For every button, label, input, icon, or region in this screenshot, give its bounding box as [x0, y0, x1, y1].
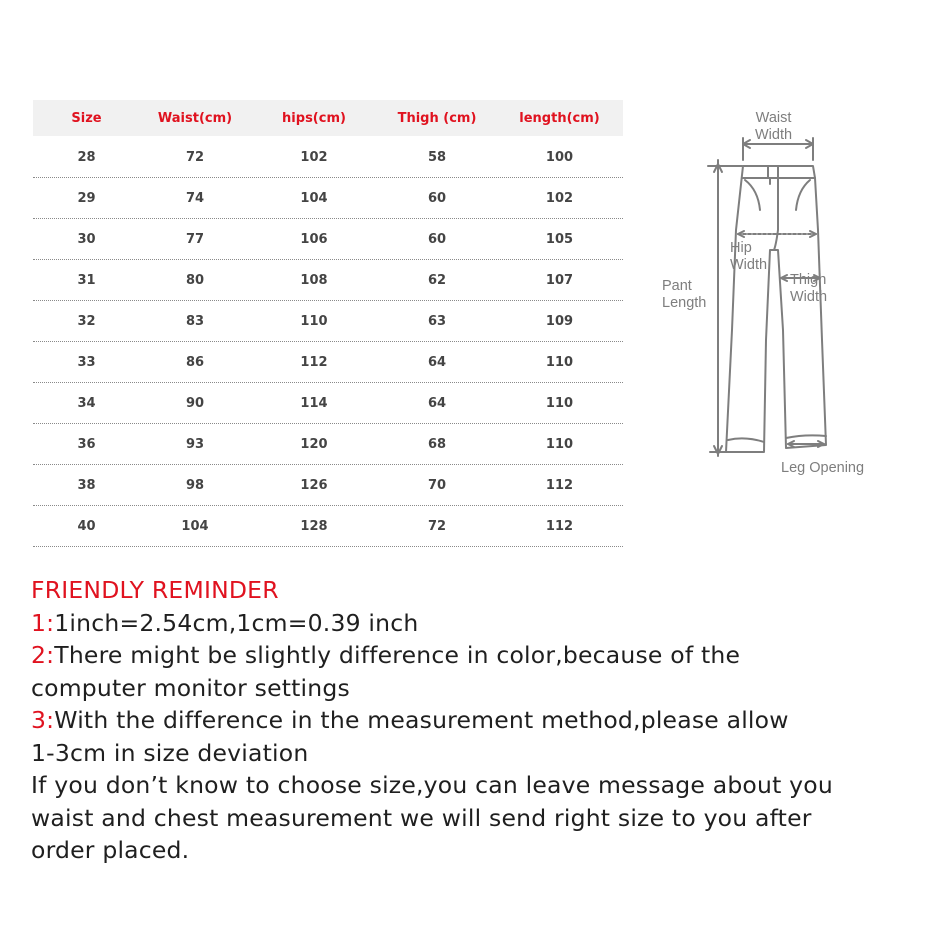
- leg-opening-label: Leg Opening: [781, 460, 865, 476]
- cell-waist: 77: [185, 231, 205, 247]
- item-text: With the difference in the measurement method,please allow: [54, 706, 789, 734]
- cell-length: 110: [545, 395, 574, 411]
- cell-hips: 110: [300, 313, 328, 329]
- cell-thigh: 70: [427, 477, 447, 493]
- pant-length-label: [662, 278, 706, 312]
- cell-waist: 93: [185, 436, 205, 452]
- item-number: 2:: [31, 641, 55, 669]
- cell-thigh: 60: [427, 231, 447, 247]
- reminder-item-3: [31, 704, 941, 737]
- item-text: 1inch=2.54cm,1cm=0.39 inch: [54, 608, 419, 637]
- table-row: [33, 383, 623, 424]
- thigh-label-line2: Width: [790, 289, 828, 305]
- cell-size: 30: [77, 231, 96, 247]
- table-row: [33, 260, 623, 301]
- pants-measurement-diagram: [650, 100, 930, 490]
- cell-length: 107: [545, 272, 574, 288]
- pant-label-line1: Pant: [662, 278, 692, 294]
- cell-thigh: 60: [427, 190, 447, 206]
- reminder-note-line1: If you don’t know to choose size,you can leave message about you: [31, 771, 833, 799]
- cell-length: 100: [545, 149, 574, 165]
- cell-length: 112: [545, 518, 574, 534]
- cell-thigh: 68: [427, 436, 447, 452]
- cell-waist: 83: [185, 313, 205, 329]
- reminder-item-2-cont: computer monitor settings: [31, 673, 350, 702]
- cell-hips: 108: [300, 272, 328, 288]
- cell-size: 34: [77, 395, 96, 411]
- table-row: [33, 178, 623, 219]
- cell-hips: 120: [300, 436, 328, 452]
- item-number: 3:: [31, 706, 55, 734]
- cell-hips: 112: [300, 354, 328, 370]
- cell-size: 32: [77, 313, 96, 329]
- hip-width-label: [730, 240, 767, 274]
- pant-label-line2: Length: [662, 295, 707, 311]
- cell-size: 31: [77, 272, 96, 288]
- table-body: [33, 136, 623, 547]
- table-row: [33, 137, 623, 178]
- friendly-reminder: [31, 574, 941, 867]
- cell-length: 105: [545, 231, 574, 247]
- cell-thigh: 64: [427, 395, 447, 411]
- size-chart-table: [33, 100, 623, 547]
- table-row: [33, 465, 623, 506]
- cell-thigh: 63: [427, 313, 447, 329]
- table-row: [33, 219, 623, 260]
- cell-hips: 102: [300, 149, 328, 165]
- cell-hips: 106: [300, 231, 328, 247]
- table-row: [33, 506, 623, 547]
- waist-label-line2: Width: [755, 127, 793, 143]
- reminder-item-3-cont: 1-3cm in size deviation: [31, 738, 309, 767]
- cell-thigh: 64: [427, 354, 447, 370]
- reminder-item-1: [31, 607, 941, 640]
- cell-length: 109: [545, 313, 574, 329]
- table-header-row: [33, 100, 623, 136]
- cell-hips: 126: [300, 477, 328, 493]
- item-number: 1:: [31, 608, 55, 637]
- waist-width-label: [755, 110, 792, 144]
- cell-thigh: 72: [427, 518, 447, 534]
- item-text: There might be slightly difference in color,because of the: [54, 641, 741, 669]
- reminder-item-2: [31, 639, 941, 672]
- header-hips: hips(cm): [282, 110, 346, 126]
- cell-size: 38: [77, 477, 96, 493]
- thigh-label-line1: Thigh: [790, 272, 827, 288]
- cell-size: 28: [77, 149, 96, 165]
- cell-thigh: 58: [427, 149, 447, 165]
- header-length: length(cm): [519, 110, 600, 126]
- cell-thigh: 62: [427, 272, 447, 288]
- header-thigh: Thigh (cm): [397, 110, 477, 126]
- cell-size: 29: [77, 190, 96, 206]
- hip-label-line2: Width: [730, 257, 768, 273]
- cell-waist: 86: [185, 354, 205, 370]
- cell-length: 110: [545, 354, 574, 370]
- thigh-width-label: [790, 272, 827, 306]
- reminder-note-line2: waist and chest measurement we will send right size to you after: [31, 803, 812, 832]
- waist-label-line1: Waist: [755, 110, 792, 126]
- reminder-title: FRIENDLY REMINDER: [31, 576, 279, 604]
- cell-waist: 72: [185, 149, 205, 165]
- cell-waist: 80: [185, 272, 205, 288]
- reminder-note-line3: order placed.: [31, 836, 190, 864]
- cell-size: 40: [77, 518, 96, 534]
- table-row: [33, 342, 623, 383]
- cell-waist: 104: [181, 518, 209, 534]
- cell-hips: 104: [300, 190, 328, 206]
- cell-waist: 90: [185, 395, 205, 411]
- cell-size: 33: [77, 354, 96, 370]
- header-waist: Waist(cm): [157, 110, 233, 126]
- table-row: [33, 424, 623, 465]
- cell-hips: 114: [300, 395, 328, 411]
- hip-label-line1: Hip: [730, 240, 752, 256]
- cell-length: 110: [545, 436, 574, 452]
- cell-hips: 128: [300, 518, 328, 534]
- cell-waist: 74: [185, 190, 205, 206]
- cell-length: 112: [545, 477, 574, 493]
- header-size: Size: [71, 110, 102, 126]
- cell-length: 102: [545, 190, 574, 206]
- cell-size: 36: [77, 436, 96, 452]
- cell-waist: 98: [185, 477, 205, 493]
- table-row: [33, 301, 623, 342]
